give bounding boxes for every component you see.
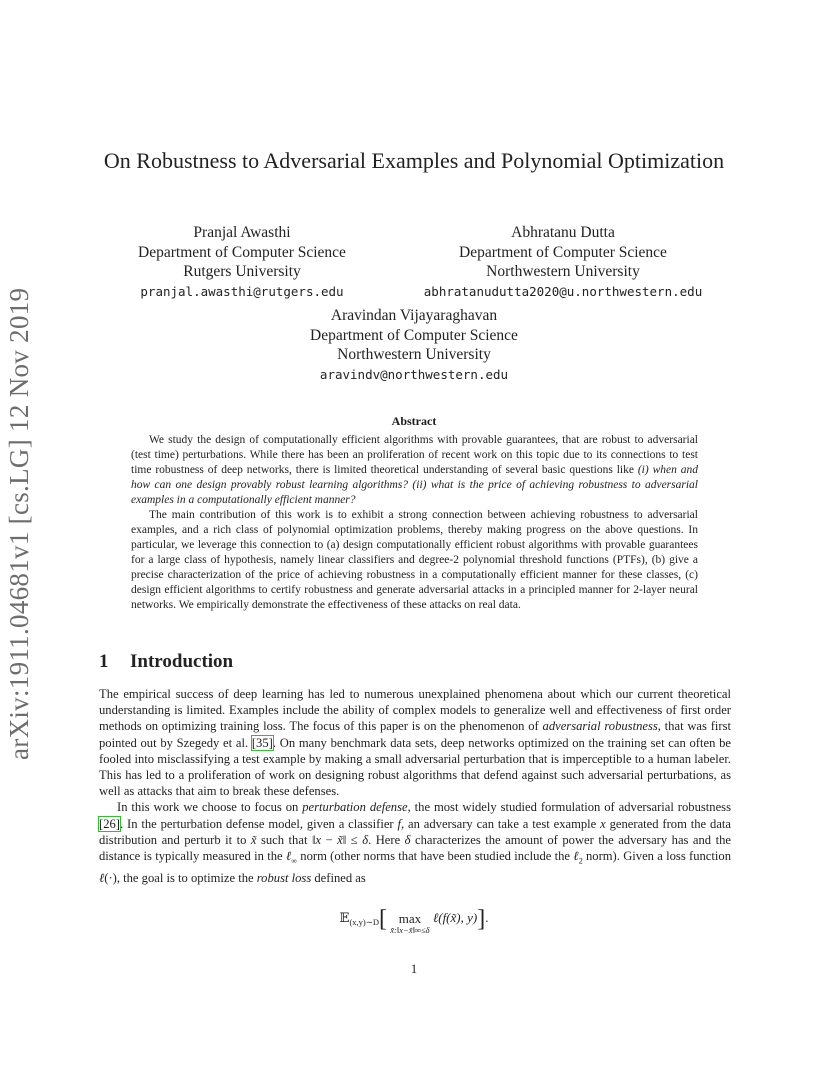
text-run: . On many benchmark data sets, deep networks optimized on the training set can often be fooled into misclassifying a test example by making a small adversarial perturbation that is imperceptible to a human labeler. This has led to a proliferation of work on designing robust algorithms that defend against such adversarial perturbations, as well as attacks that aim to break these defenses. bbox=[99, 735, 732, 799]
text-emphasis: perturbation defense bbox=[302, 800, 408, 815]
expectation-symbol: 𝔼 bbox=[339, 911, 350, 926]
text-run: such that bbox=[256, 832, 312, 847]
robust-loss-equation bbox=[0, 906, 828, 933]
paper-title: On Robustness to Adversarial Examples and Polynomial Optimization bbox=[103, 148, 725, 173]
author-email[interactable]: pranjal.awasthi@rutgers.edu bbox=[140, 283, 344, 299]
author-dept: Department of Computer Science bbox=[138, 243, 346, 261]
math-loss: ℓ(·) bbox=[99, 870, 117, 885]
author-name: Pranjal Awasthi bbox=[193, 224, 291, 241]
intro-paragraph bbox=[99, 799, 731, 886]
math-x-tilde: x̃ bbox=[250, 832, 257, 847]
text-run: In this work we choose to focus on bbox=[117, 800, 303, 815]
text-run: , the most widely studied formulation of adversarial robustness bbox=[407, 800, 731, 815]
author-univ: Northwestern University bbox=[486, 263, 640, 280]
math-f: f bbox=[397, 816, 401, 831]
text-run: norm (other norms that have been studied include the bbox=[297, 849, 574, 864]
max-label: max bbox=[398, 910, 422, 926]
author-name: Abhratanu Dutta bbox=[511, 224, 615, 241]
text-run: characterizes the amount of power the adversary has and the distance is typically measured in the bbox=[99, 832, 731, 864]
page-number: 1 bbox=[410, 962, 418, 976]
text-emphasis: robust loss bbox=[256, 870, 312, 885]
abstract-paragraph bbox=[131, 433, 698, 508]
text-emphasis: adversarial robustness bbox=[542, 719, 658, 734]
section-heading bbox=[99, 651, 233, 673]
text-run: generated from the data distribution and perturb it to bbox=[99, 816, 731, 847]
equation-period: . bbox=[485, 910, 489, 925]
max-operator bbox=[390, 912, 429, 935]
author-univ: Northwestern University bbox=[337, 346, 491, 363]
author-email[interactable]: abhratanudutta2020@u.northwestern.edu bbox=[423, 283, 703, 299]
abstract-text-run: We study the design of computationally efficient algorithms with provable guarantees, that are robust to adversarial (test time) perturbations. While there has been an proliferation of recent work on this topic due to its connections to test time robustness of deep networks, there is limited theoretical understanding of several basic questions like bbox=[131, 434, 698, 476]
text-run: The empirical success of deep learning has led to numerous unexplained phenomena about which our current theoretical understanding is limited. Examples include the ability of complex models to generalize well and effectiveness of first order methods on optimizing training loss. The focus of this paper is on the phenomenon of bbox=[99, 687, 731, 734]
citation-link[interactable]: [26] bbox=[99, 816, 120, 831]
text-run: . Here bbox=[368, 832, 405, 847]
abstract-heading: Abstract bbox=[391, 414, 437, 428]
right-bracket: ] bbox=[477, 906, 486, 932]
text-run: , that was first pointed out by Szegedy et al. bbox=[99, 719, 731, 750]
text-run: defined as bbox=[311, 870, 366, 885]
author-block bbox=[110, 223, 374, 301]
author-block bbox=[400, 223, 726, 301]
math-l-infinity: ℓ$_\infty$ bbox=[285, 849, 297, 866]
intro-text bbox=[99, 686, 731, 886]
section-title: Introduction bbox=[130, 651, 234, 672]
max-constraint: x̃:‖x−x̃‖∞≤δ bbox=[390, 924, 430, 935]
intro-paragraph bbox=[99, 686, 731, 799]
math-delta: δ bbox=[404, 832, 411, 847]
math-norm-bound: ‖x − x̃‖ ≤ δ bbox=[311, 832, 369, 847]
author-dept: Department of Computer Science bbox=[310, 326, 518, 344]
arxiv-stamp: arXiv:1911.04681v1 [cs.LG] 12 Nov 2019 bbox=[4, 287, 34, 760]
author-block bbox=[264, 306, 564, 384]
abstract-paragraph: The main contribution of this work is to exhibit a strong connection between achieving robustness to adversarial examples, and a rich class of polynomial optimization problems, thereby making progress on the above questions. In particular, we leverage this connection to (a) design computationally efficient robust algorithms with provable guarantees for a large class of hypothesis, namely linear classifiers and degree-2 polynomial threshold functions (PTFs), (b) give a precise characterization of the price of achieving robustness in a computationally efficient manner for these classes, (c) design efficient algorithms to certify robustness and generate adversarial attacks in a principled manner for 2-layer neural networks. We empirically demonstrate the effectiveness of these attacks on real data. bbox=[131, 509, 698, 611]
author-univ: Rutgers University bbox=[183, 263, 301, 280]
expectation-subscript: (x,y)∼D bbox=[349, 917, 379, 927]
abstract-questions: (i) when and how can one design provably robust learning algorithms? (ii) what is the price of achieving robustness to adversarial examples in a computationally efficient manner? bbox=[131, 464, 698, 506]
author-name: Aravindan Vijayaraghavan bbox=[330, 307, 498, 324]
left-bracket: [ bbox=[378, 906, 387, 932]
math-l-two: ℓ$_2$ bbox=[573, 849, 583, 866]
section-number: 1 bbox=[99, 651, 109, 672]
text-run: , an adversary can take a test example bbox=[401, 816, 601, 831]
abstract-text bbox=[131, 433, 698, 613]
math-x: x bbox=[600, 816, 606, 831]
text-run: norm). Given a loss function bbox=[582, 849, 731, 864]
text-run: , the goal is to optimize the bbox=[116, 870, 257, 885]
author-dept: Department of Computer Science bbox=[459, 243, 667, 261]
citation-link[interactable]: [35] bbox=[251, 735, 273, 750]
text-run: . In the perturbation defense model, given a classifier bbox=[119, 816, 398, 831]
loss-expression: ℓ(f(x̃), y) bbox=[432, 910, 478, 925]
author-email[interactable]: aravindv@northwestern.edu bbox=[319, 366, 509, 382]
